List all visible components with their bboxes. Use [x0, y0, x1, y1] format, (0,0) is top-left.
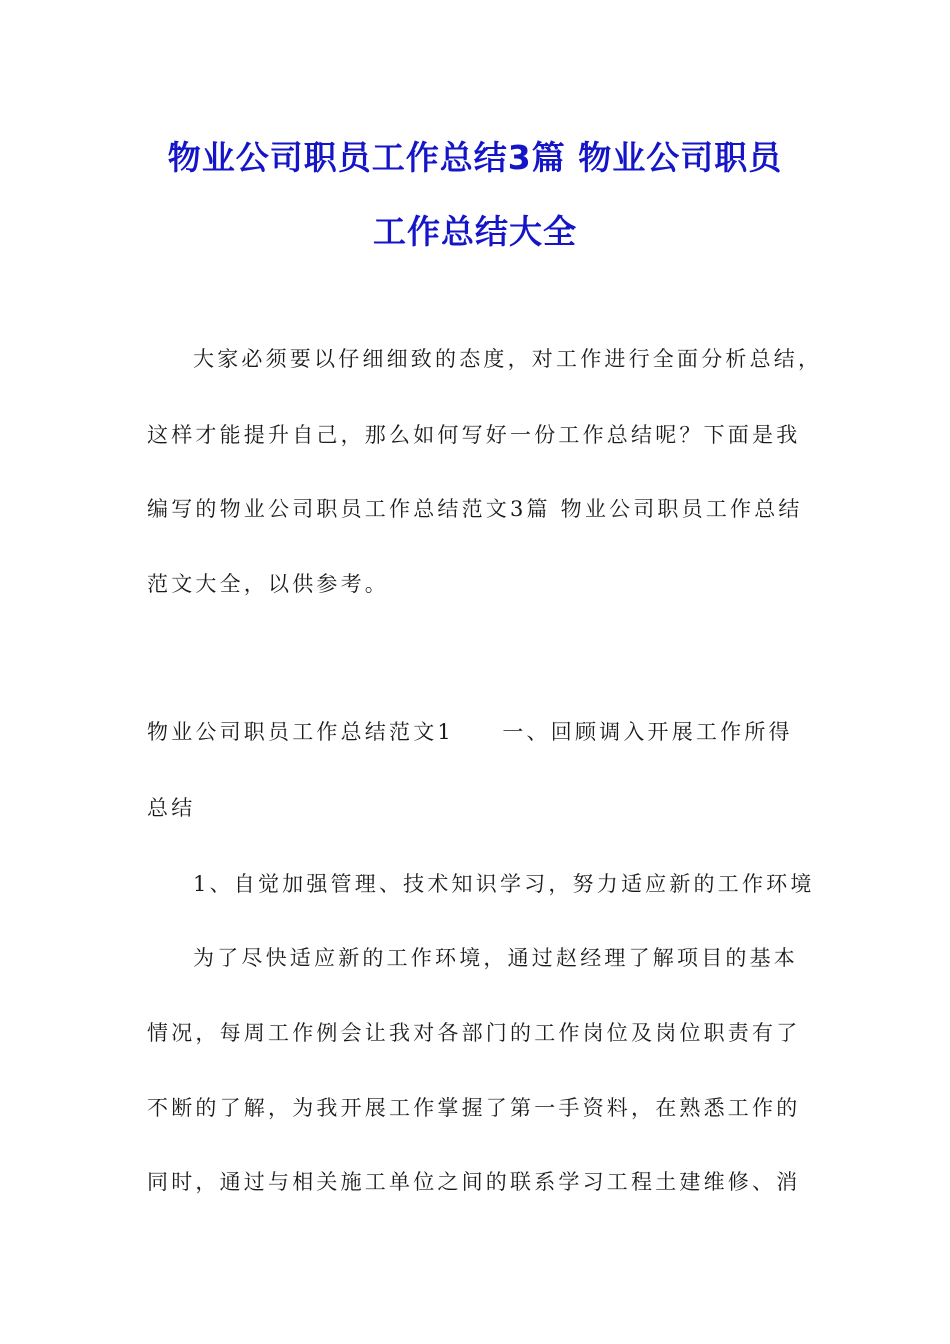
intro-line-3: 编写的物业公司职员工作总结范文3篇 物业公司职员工作总结 [147, 497, 803, 521]
section-heading-line-2: 总结 [147, 796, 196, 820]
intro-line-4: 范文大全，以供参考。 [147, 572, 389, 596]
intro-line-1: 大家必须要以仔细细致的态度，对工作进行全面分析总结， [193, 347, 823, 371]
item-1-heading: 1、自觉加强管理、技术知识学习，努力适应新的工作环境 [193, 872, 815, 896]
paragraph-line-4: 同时，通过与相关施工单位之间的联系学习工程土建维修、消 [147, 1170, 801, 1194]
paragraph-line-1: 为了尽快适应新的工作环境，通过赵经理了解项目的基本 [193, 946, 798, 970]
section-heading-line-1: 物业公司职员工作总结范文1 一、回顾调入开展工作所得 [147, 720, 793, 744]
paragraph-line-2: 情况，每周工作例会让我对各部门的工作岗位及岗位职责有了 [147, 1021, 801, 1045]
document-title-line-1: 物业公司职员工作总结3篇 物业公司职员 [167, 138, 783, 177]
intro-line-2: 这样才能提升自己，那么如何写好一份工作总结呢？下面是我 [147, 423, 801, 447]
document-title-line-2: 工作总结大全 [373, 212, 577, 251]
paragraph-line-3: 不断的了解，为我开展工作掌握了第一手资料，在熟悉工作的 [147, 1096, 801, 1120]
